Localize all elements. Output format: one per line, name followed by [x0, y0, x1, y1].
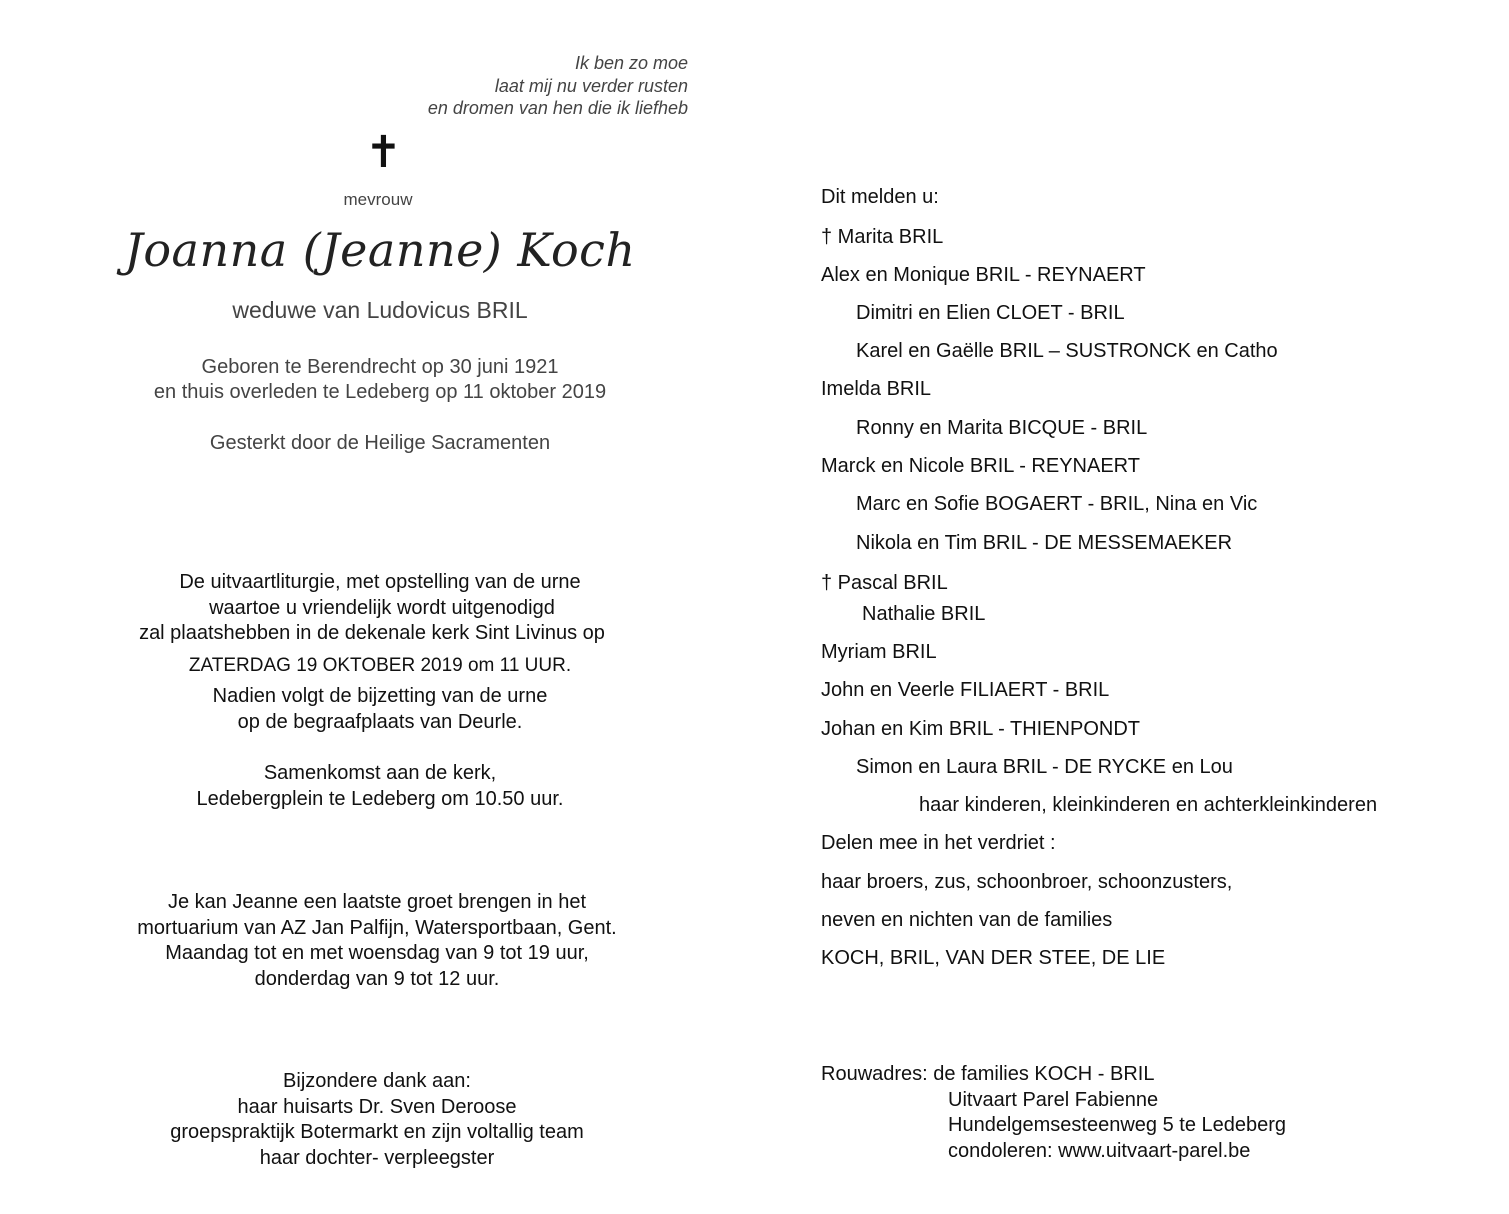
- thanks-line: Bijzondere dank aan:: [283, 1070, 471, 1092]
- share-line: neven en nichten van de families: [821, 909, 1113, 931]
- farewell-line: mortuarium van AZ Jan Palfijn, Watersportbaan, Gent.: [137, 916, 617, 939]
- family-intro: Dit melden u:: [821, 186, 939, 208]
- family-line: † Pascal BRIL: [821, 572, 948, 594]
- liturgy-block: [60, 570, 700, 812]
- family-line: Karel en Gaëlle BRIL – SUSTRONCK en Catho: [856, 340, 1278, 362]
- family-line: Marck en Nicole BRIL - REYNAERT: [821, 455, 1140, 477]
- family-line: Johan en Kim BRIL - THIENPONDT: [821, 718, 1140, 740]
- gathering-line: Ledebergplein te Ledeberg om 10.50 uur.: [196, 787, 564, 810]
- liturgy-line: Nadien volgt de bijzetting van de urne: [212, 685, 548, 707]
- poem-line: Ik ben zo moe: [574, 53, 688, 73]
- cross-icon: ✝: [365, 127, 402, 178]
- share-line: haar broers, zus, schoonbroer, schoonzusters,: [821, 871, 1233, 893]
- family-line: haar kinderen, kleinkinderen en achterkleinkinderen: [919, 794, 1378, 816]
- gathering-line: Samenkomst aan de kerk,: [263, 762, 497, 784]
- sacraments: Gesterkt door de Heilige Sacramenten: [209, 432, 551, 454]
- liturgy-line: waartoe u vriendelijk wordt uitgenodigd: [209, 596, 555, 619]
- family-line: Imelda BRIL: [821, 378, 932, 400]
- liturgy-line: De uitvaartliturgie, met opstelling van de urne: [179, 571, 581, 593]
- poem: [308, 52, 688, 120]
- family-line: Nikola en Tim BRIL - DE MESSEMAEKER: [856, 532, 1233, 554]
- family-line: Nathalie BRIL: [862, 603, 986, 625]
- birth-line: Geboren te Berendrecht op 30 juni 1921: [201, 356, 559, 378]
- family-line: † Marita BRIL: [821, 226, 944, 248]
- family-line: Dimitri en Elien CLOET - BRIL: [856, 302, 1125, 324]
- share-line: KOCH, BRIL, VAN DER STEE, DE LIE: [821, 947, 1166, 969]
- family-line: Alex en Monique BRIL - REYNAERT: [821, 264, 1146, 286]
- family-line: Marc en Sofie BOGAERT - BRIL, Nina en Vic: [856, 493, 1258, 515]
- mourning-address: [821, 1062, 1286, 1164]
- thanks-block: [60, 1069, 694, 1171]
- family-line: Simon en Laura BRIL - DE RYCKE en Lou: [856, 756, 1233, 778]
- liturgy-line: op de begraafplaats van Deurle.: [237, 710, 523, 733]
- address-line: Uitvaart Parel Fabienne: [948, 1088, 1159, 1111]
- farewell-line: Maandag tot en met woensdag van 9 tot 19 uur,: [165, 942, 589, 964]
- liturgy-line: zal plaatshebben in de dekenale kerk Sint Livinus op: [139, 622, 605, 644]
- thanks-line: haar dochter- verpleegster: [259, 1146, 495, 1169]
- address-line: Hundelgemsesteenweg 5 te Ledeberg: [948, 1114, 1287, 1136]
- address-line: condoleren: www.uitvaart-parel.be: [948, 1139, 1251, 1162]
- poem-line: laat mij nu verder rusten: [494, 75, 688, 96]
- death-line: en thuis overleden te Ledeberg op 11 oktober 2019: [153, 381, 607, 403]
- thanks-line: groepspraktijk Botermarkt en zijn voltallig team: [170, 1121, 584, 1143]
- title: mevrouw: [343, 190, 413, 209]
- farewell-line: Je kan Jeanne een laatste groet brengen in het: [167, 891, 587, 913]
- farewell-line: donderdag van 9 tot 12 uur.: [254, 967, 500, 990]
- deceased-name: Joanna (Jeanne) Koch: [124, 223, 636, 277]
- widow-of: weduwe van Ludovicus BRIL: [232, 297, 528, 323]
- thanks-line: haar huisarts Dr. Sven Deroose: [237, 1095, 517, 1118]
- farewell-block: [60, 890, 694, 992]
- address-line: Rouwadres: de families KOCH - BRIL: [821, 1063, 1155, 1085]
- liturgy-date: ZATERDAG 19 OKTOBER 2019 om 11 UUR.: [188, 654, 572, 676]
- share-intro: Delen mee in het verdriet :: [821, 832, 1056, 854]
- poem-line: en dromen van hen die ik liefheb: [427, 98, 688, 118]
- family-line: Myriam BRIL: [821, 641, 937, 663]
- birth-death: [60, 355, 700, 405]
- family-line: Ronny en Marita BICQUE - BRIL: [856, 417, 1148, 439]
- family-line: John en Veerle FILIAERT - BRIL: [821, 679, 1110, 701]
